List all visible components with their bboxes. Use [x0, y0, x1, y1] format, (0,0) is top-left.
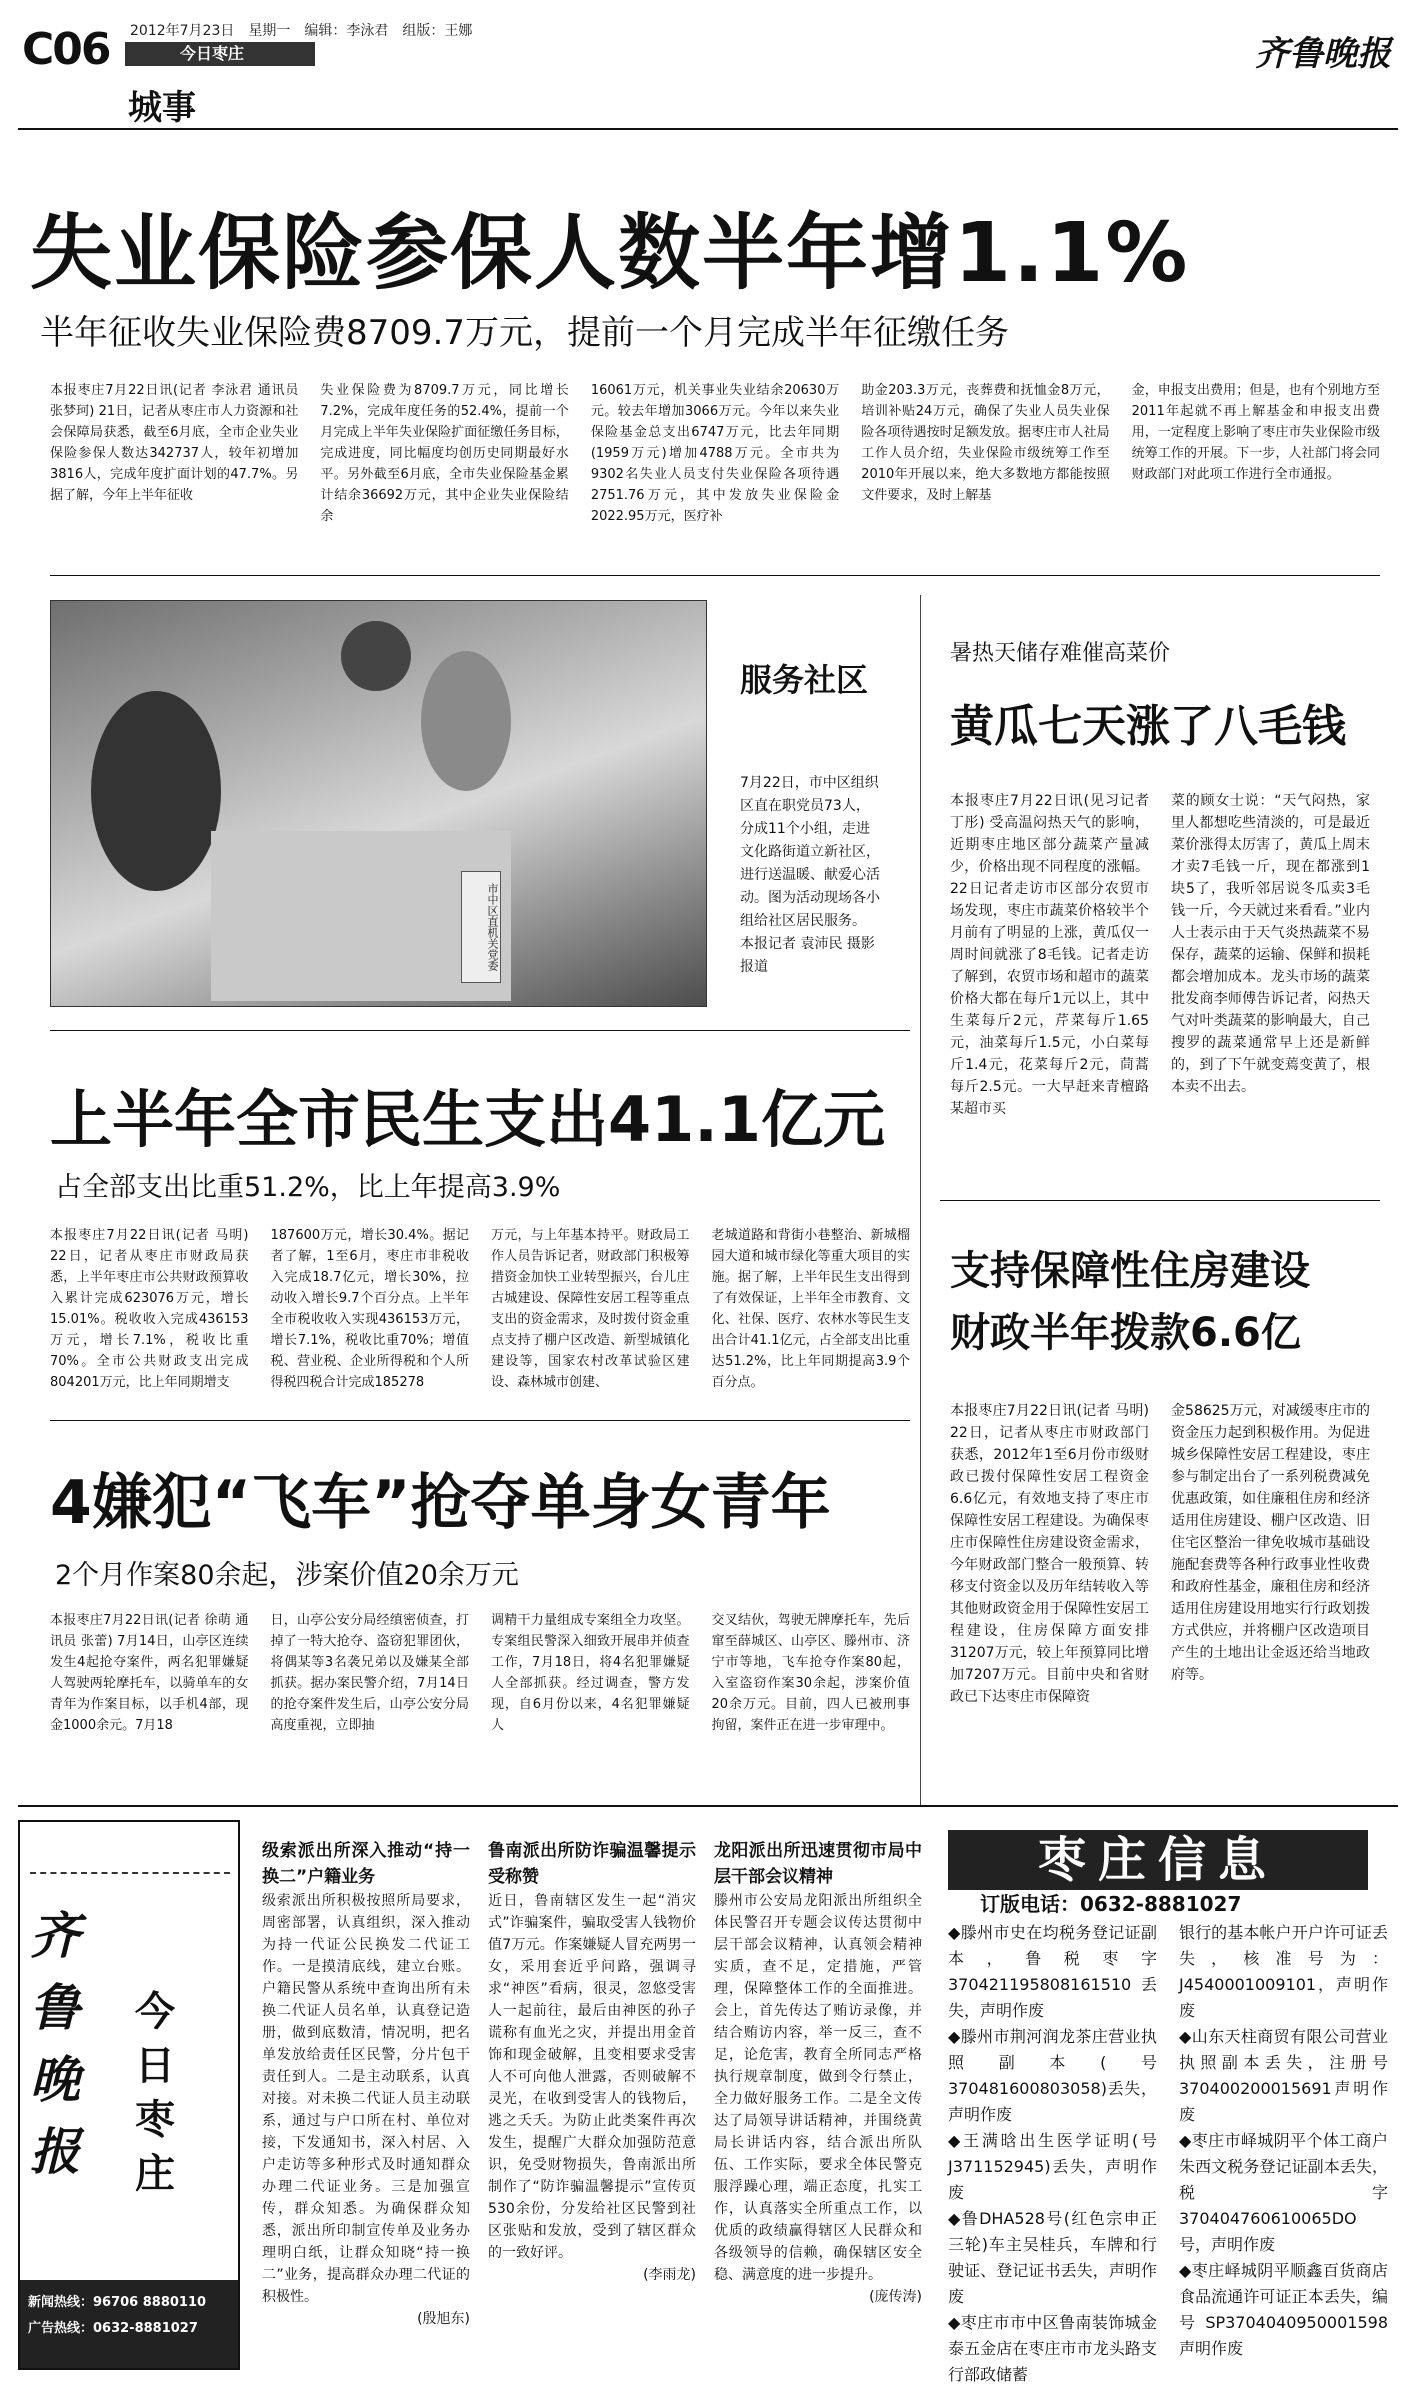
right-story1-body	[950, 790, 1370, 1180]
photo-figure-3	[421, 651, 511, 791]
promo-ornament	[30, 1832, 230, 1874]
column-label: 今日枣庄	[125, 42, 315, 66]
photo-rule	[50, 1030, 910, 1031]
info-tel: 订版电话：0632-8881027	[980, 1892, 1242, 1916]
story3-subhead: 2个月作案80余起，涉案价值20余万元	[55, 1560, 519, 1591]
lead-headline: 失业保险参保人数半年增1.1%	[30, 206, 1190, 301]
column-divider	[920, 595, 921, 1805]
info-item: ◆山东天柱商贸有限公司营业执照副本丢失，注册号370400200015691声明作废	[1179, 2027, 1388, 2124]
section-title: 城事	[128, 88, 196, 128]
news-photo	[50, 600, 707, 1007]
info-item: ◆枣庄市峄城阴平个体工商户朱西文税务登记证副本丢失，税字370404760610065DO号，声明作废	[1179, 2131, 1388, 2254]
brief-1	[262, 1838, 470, 2368]
photo-caption: 7月22日，市中区组织区直在职党员73人，分成11个小组，走进文化路街道立新社区，进行送温暖、献爱心活动。图为活动现场各小组给社区居民服务。 本报记者 袁沛民 摄影报道	[740, 775, 880, 975]
right-story1-headline: 黄瓜七天涨了八毛钱	[950, 701, 1346, 752]
promo-today: 今日枣庄	[135, 1989, 175, 2197]
right-story1-col-2: 菜的顾女士说：“天气闷热，家里人都想吃些清淡的，可是最近菜价涨得太厉害了，黄瓜上周末才卖7毛钱一斤，现在都涨到1块5了，我听邻居说冬瓜卖3毛钱一斤，今天就过来看看。”业内人士表示由于天气炎热蔬菜不易保存，蔬菜的运输、保鲜和损耗都会增加成本。龙头市场的蔬菜批发商李师傅告诉记者，闷热天气对叶类蔬菜的影响最大，自己搜罗的蔬菜通常早上还是新鲜的，到了下午就变蔫变黄了，根本卖不出去。	[1171, 793, 1370, 1095]
right-story1-col-1: 本报枣庄7月22日讯(见习记者 丁彤) 受高温闷热天气的影响，近期枣庄地区部分蔬菜产量减少，价格出现不同程度的涨幅。22日记者走访市区部分农贸市场发现，枣庄市蔬菜价格较半个月前有了明显的上涨，黄瓜仅一周时间就涨了8毛钱。记者走访了解到，农贸市场和超市的蔬菜价格大都在每斤1元以上，其中生菜每斤2元，芹菜每斤1.65元，油菜每斤1.5元，小白菜每斤1.4元，花菜每斤2元，茼蒿每斤2.5元。一大早赶来青檀路某超市买	[950, 793, 1149, 1117]
photo-figure-1	[91, 691, 221, 891]
lead-subhead: 半年征收失业保险费8709.7万元，提前一个月完成半年征缴任务	[40, 313, 1009, 353]
story3-col-4: 交叉结伙，驾驶无牌摩托车，先后窜至薛城区、山亭区、滕州市、济宁市等地，飞车抢夺作案80起，入室盗窃作案30余起，涉案价值20余万元。目前，四人已被刑事拘留，案件正在进一步审理中。	[711, 1613, 910, 1733]
story2-headline: 上半年全市民生支出41.1亿元	[50, 1083, 885, 1156]
story3-col-2: 日，山亭公安分局经缜密侦查，打掉了一特大抢夺、盗窃犯罪团伙，将偶某等3名袭兄弟以及嫌某全部抓获。据办案民警介绍，7月14日的抢夺案件发生后，山亭公安分局高度重视，立即抽	[270, 1613, 469, 1733]
photo-figure-2	[341, 621, 411, 691]
right-story2-headline-line2: 财政半年拨款6.6亿	[950, 1310, 1301, 1356]
story2-rule	[50, 1420, 910, 1421]
lead-rule	[50, 575, 1380, 576]
story3-col-1: 本报枣庄7月22日讯(记者 徐萌 通讯员 张蕾) 7月14日，山亭区连续发生4起抢夺案件，两名犯罪嫌疑人驾驶两轮摩托车，以骑单车的女青年为作案目标，以手机4部，现金1000余元。7月18	[50, 1613, 249, 1733]
right-story2-headline-line1: 支持保障性住房建设	[950, 1248, 1310, 1294]
ad-hotline: 广告热线：0632-8881027	[28, 2321, 198, 2336]
brief-2-author: (李雨龙)	[643, 2267, 696, 2283]
brief-1-body: 级索派出所积极按照所局要求，周密部署，认真组织，深入推动为持一代证公民换发二代证工作。一是摸清底线，建立台账。户籍民警从系统中查询出所有未换二代证人员名单，认真登记造册，做到底数清，情况明，把名单发放给责任区民警，分片包干责任到人。二是主动联系，认真对接。对未换二代证人员主动联系，通过与户口所在村、单位对接，下发通知书，深入村居、入户走访等多种形式及时通知群众办理二代证业务。三是加强宣传，群众知悉。为确保群众知悉，派出所印制宣传单及业务办理明白纸，让群众知晓“持一换二”业务，提高群众办理二代证的积极性。	[262, 1893, 470, 2305]
brief-2-title: 鲁南派出所防诈骗温馨提示受称赞	[488, 1841, 696, 1887]
page-code: C06	[22, 24, 110, 75]
story2-col-1: 本报枣庄7月22日讯(记者 马明) 22日，记者从枣庄市财政局获悉，上半年枣庄市公共财政预算收入累计完成623076万元，增长15.01%。税收收入完成436153万元，增长7.1%，税收比重70%。全市公共财政支出完成804201万元，比上年同期增支	[50, 1228, 249, 1390]
right-story2-body	[950, 1400, 1370, 1800]
right-story2-col-1: 本报枣庄7月22日讯(记者 马明) 22日，记者从枣庄市财政部门获悉，2012年1至6月份市级财政已拨付保障性安居工程资金6.6亿元，有效地支持了枣庄市保障性安居工程建设。为确保枣庄市保障性住房建设资金需求，今年财政部门整合一般预算、转移支付资金以及历年结转收入等其他财政资金用于保障性安居工程建设，住房保障方面安排31207万元，较上年预算同比增加7207万元。目前中央和省财政已下达枣庄市保障资	[950, 1403, 1149, 1705]
briefs	[262, 1838, 922, 2368]
photo-sign: 市中区直机关党委	[461, 871, 501, 983]
lead-col-2: 失业保险费为8709.7万元，同比增长7.2%，完成年度任务的52.4%，提前一个月完成上半年失业保险扩面征缴任务目标，完成进度，同比幅度均创历史同期最好水平。另外截至6月底，全市失业保险基金累计结余36692万元，其中企业失业保险结余	[320, 383, 569, 524]
info-col-2	[1179, 1920, 1388, 2360]
brief-3-author: (庞传涛)	[869, 2289, 922, 2305]
photo-story-title: 服务社区	[740, 661, 869, 699]
info-item: ◆滕州市荆河润龙茶庄营业执照副本(号370481600803058)丢失，声明作废	[948, 2027, 1157, 2124]
story2-col-2: 187600万元，增长30.4%。据记者了解，1至6月，枣庄市非税收入完成18.7亿元，增长30%，拉动收入增长9.7个百分点。上半年全市税收收入实现436153万元，增长7.1%，税收比重70%；增值税、营业税、企业所得税和个人所得税四税合计完成185278	[270, 1228, 469, 1390]
info-col-1	[948, 1920, 1157, 2384]
story3-headline: 4嫌犯“飞车”抢夺单身女青年	[50, 1468, 831, 1538]
info-item: ◆王满晗出生医学证明(号J371152945)丢失，声明作废	[948, 2131, 1157, 2202]
info-item: ◆枣庄市市中区鲁南装饰城金泰五金店在枣庄市市龙头路支行部政储蓄	[948, 2313, 1157, 2384]
story3-body	[50, 1610, 910, 1780]
brief-3-title: 龙阳派出所迅速贯彻市局中层干部会议精神	[714, 1841, 922, 1887]
story2-col-4: 老城道路和背街小巷整治、新城榴园大道和城市绿化等重大项目的实施。据了解，上半年民生支出得到了有效保证，上半年全市教育、文化、社保、医疗、农林水等民生支出合计41.1亿元，占全部支出比重达51.2%，比上年同期提高3.9个百分点。	[711, 1228, 910, 1390]
brief-1-title: 级索派出所深入推动“持一换二”户籍业务	[262, 1841, 470, 1887]
brief-1-author: (殷旭东)	[417, 2311, 470, 2327]
brief-2	[488, 1838, 696, 2368]
info-title: 枣庄信息	[948, 1830, 1368, 1890]
brief-2-body: 近日，鲁南辖区发生一起“消灾式”诈骗案件，骗取受害人钱物价值7万元。作案嫌疑人冒充两男一女，采用套近乎问路，强调寻求“神医”看病，很灵，忽悠受害人一起前往，最后由神医的孙子谎称有血光之灾，并提出用金首饰和现金破解，且变相要求受害人不可向他人泄露，否则破解不灵光，在收到受害人的钱物后，逃之夭夭。为防止此类案件再次发生，提醒广大群众加强防范意识，免受财物损失，鲁南派出所制作了“防诈骗温馨提示”宣传页530余份，分发给社区民警到社区张贴和发放，受到了辖区群众的一致好评。	[488, 1893, 696, 2261]
info-item: ◆枣庄峄城阴平顺鑫百货商店食品流通许可证正本丢失，编号SP3704040950001598声明作废	[1179, 2261, 1388, 2358]
bottom-rule	[18, 1805, 1398, 1807]
story2-subhead: 占全部支出比重51.2%，比上年提高3.9%	[55, 1172, 561, 1203]
info-item: ◆滕州市史在均税务登记证副本，鲁税枣字370421195808161510丢失，声明作废	[948, 1923, 1157, 2020]
brief-3	[714, 1838, 922, 2368]
info-item: ◆鲁DHA528号(红色宗申正三轮)车主吴桂兵，车牌和行驶证、登记证书丢失，声明作废	[948, 2209, 1157, 2306]
story3-col-3: 调精干力量组成专案组全力攻坚。专案组民警深入细致开展串并侦查工作，7月18日，将4名犯罪嫌疑人全部抓获。经过调查，警方发现，自6月份以来，4名犯罪嫌疑人	[491, 1613, 690, 1733]
masthead-logo: 齐鲁晚报	[1255, 34, 1391, 74]
right-rule-1	[940, 1200, 1380, 1201]
story2-col-3: 万元，与上年基本持平。财政局工作人员告诉记者，财政部门积极筹措资金加快工业转型振兴，台儿庄古城建设、保障性安居工程等重点支出的资金需求，及时拨付资金重点支持了棚户区改造、新型城镇化建设等，国家农村改革试验区建设、森林城市创建、	[491, 1228, 690, 1390]
info-body	[948, 1920, 1388, 2384]
header-rule	[18, 128, 1398, 130]
lead-body	[50, 380, 1380, 560]
lead-col-5: 金，申报支出费用；但是，也有个别地方至2011年起就不再上解基金和申报支出费用，一定程度上影响了枣庄市失业保险市级统筹工作的开展。下一步，人社部门将会同财政部门对此项工作进行全市通报。	[1131, 383, 1381, 482]
promo-logo: 齐鲁晚报	[30, 1906, 80, 2181]
hotline-text	[28, 2290, 206, 2342]
date-line: 2012年7月23日 星期一 编辑：李泳君 组版：王娜	[130, 23, 473, 39]
right-story2-headline	[950, 1240, 1310, 1364]
brief-3-body: 滕州市公安局龙阳派出所组织全体民警召开专题会议传达贯彻中层干部会议精神，认真领会精神实质，查不足，定措施，严管理，保障整体工作的全面推进。会上，首先传达了贿访录像，并结合贿访内容，举一反三，查不足，论危害，教育全所同志严格执行规章制度，做到令行禁止，全力做好服务工作。二是全文传达了局领导讲话精神，并围绕黄局长讲话内容，结合派出所队伍、工作实际，要求全体民警克服浮躁心理，端正态度，扎实工作，认真落实全所重点工作，以优质的政绩赢得辖区人民群众和各级领导的信赖，确保辖区安全稳、满意度的进一步提升。	[714, 1893, 922, 2283]
right-story1-kicker: 暑热天储存难催高菜价	[950, 641, 1171, 666]
lead-col-4: 助金203.3万元，丧葬费和抚恤金8万元，培训补贴24万元，确保了失业人员失业保险各项待遇按时足额发放。据枣庄市人社局工作人员介绍，失业保险市级统筹工作至2010年开展以来，绝大多数地方都能按照文件要求，及时上解基	[861, 383, 1110, 503]
story2-body	[50, 1225, 910, 1395]
info-item: 银行的基本帐户开户许可证丢失，核准号为：J4540001009101，声明作废	[1179, 1923, 1388, 2020]
right-story2-col-2: 金58625万元，对减缓枣庄市的资金压力起到积极作用。为促进城乡保障性安居工程建设，枣庄参与制定出台了一系列税费减免优惠政策，如住廉租住房和经济适用住房建设、棚户区改造、旧住宅区整治一律免收城市基础设施配套费等各种行政事业性收费和政府性基金，廉租住房和经济适用住房建设用地实行行政划拨方式供应，并将棚户区改造项目产生的土地出让金返还给当地政府等。	[1171, 1403, 1370, 1683]
lead-col-3: 16061万元，机关事业失业结余20630万元。较去年增加3066万元。今年以来失业保险基金总支出6747万元，比去年同期(1959万元)增加4788万元。全市共为9302名失业人员支付失业保险各项待遇2751.76万元，其中发放失业保险金2022.95万元，医疗补	[590, 383, 840, 524]
lead-col-1: 本报枣庄7月22日讯(记者 李泳君 通讯员 张梦珂) 21日，记者从枣庄市人力资源和社会保障局获悉，截至6月底，全市企业失业保险参保人数达342737人，较年初增加3816人，完成年度扩面计划的47.7%。另据了解，今年上半年征收	[50, 383, 299, 503]
news-hotline: 新闻热线：96706 8880110	[28, 2295, 207, 2310]
